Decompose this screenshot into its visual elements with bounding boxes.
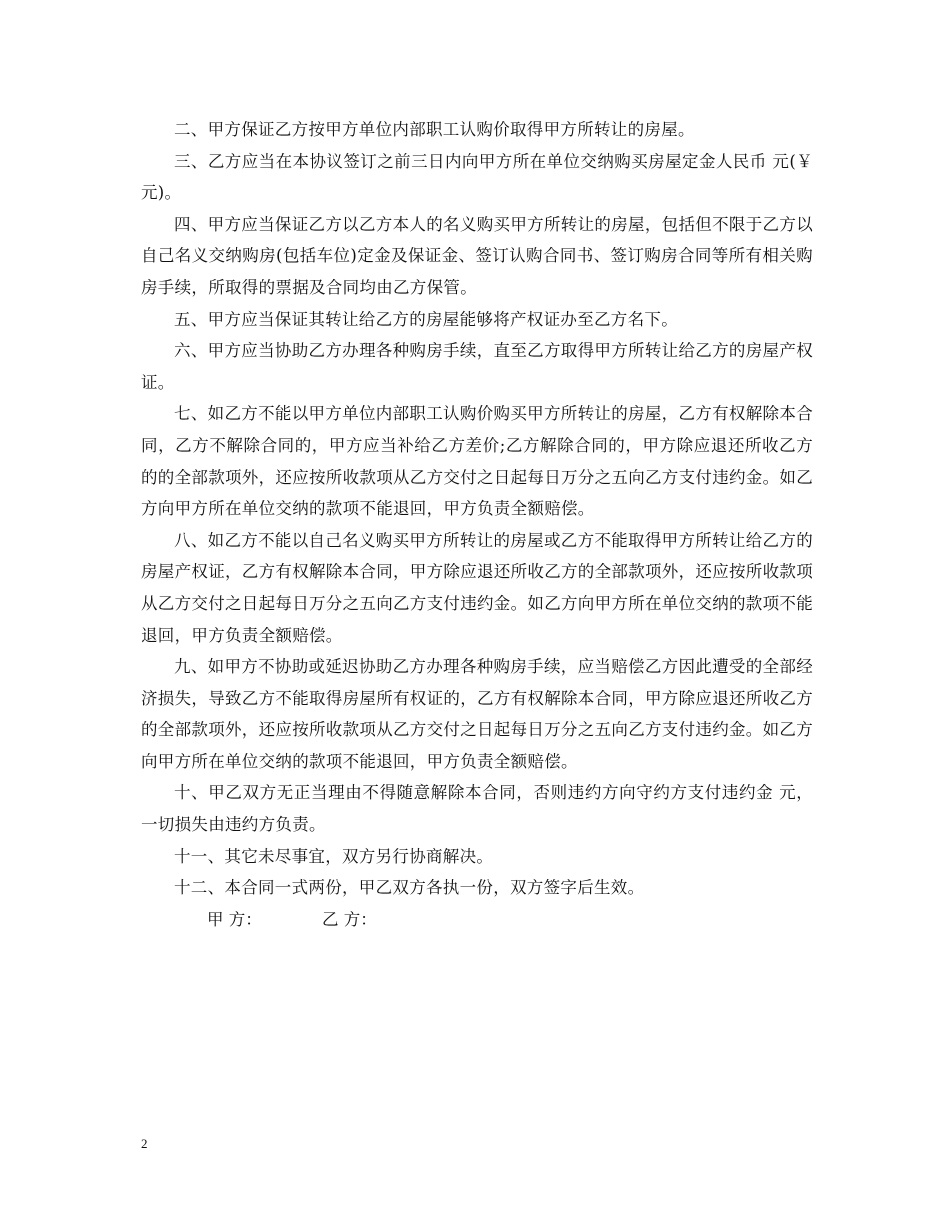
clause-7: 七、如乙方不能以甲方单位内部职工认购价购买甲方所转让的房屋，乙方有权解除本合同，乙方不解除合同的，甲方应当补给乙方差价;乙方解除合同的，甲方除应退还所收乙方的的全部款项外，还应按所收款项从乙方交付之日起每日万分之五向乙方支付违约金。如乙方向甲方所在单位交纳的款项不能退回，甲方负责全额赔偿。	[141, 404, 813, 519]
party-a-signature-label: 甲 方：	[207, 909, 262, 929]
clause-10: 十、甲乙双方无正当理由不得随意解除本合同，否则违约方向守约方支付违约金 元，一切损失由违约方负责。	[141, 783, 813, 835]
page-number: 2	[141, 1136, 148, 1151]
clause-3: 三、乙方应当在本协议签订之前三日内向甲方所在单位交纳购买房屋定金人民币 元(￥ 元)。	[141, 151, 813, 203]
clause-5: 五、甲方应当保证其转让给乙方的房屋能够将产权证办至乙方名下。	[174, 309, 678, 329]
party-b-signature-label: 乙 方：	[322, 909, 377, 929]
clause-8: 八、如乙方不能以自己名义购买甲方所转让的房屋或乙方不能取得甲方所转让给乙方的房屋产权证，乙方有权解除本合同，甲方除应退还所收乙方的全部款项外，还应按所收款项从乙方交付之日起每日万分之五向乙方支付违约金。如乙方向甲方所在单位交纳的款项不能退回，甲方负责全额赔偿。	[141, 530, 813, 645]
clause-12: 十二、本合同一式两份，甲乙双方各执一份，双方签字后生效。	[174, 878, 645, 898]
contract-body	[141, 114, 813, 935]
clause-4: 四、甲方应当保证乙方以乙方本人的名义购买甲方所转让的房屋，包括但不限于乙方以自己名义交纳购房(包括车位)定金及保证金、签订认购合同书、签订购房合同等所有相关购房手续，所取得的票据及合同均由乙方保管。	[141, 214, 813, 297]
clause-2: 二、甲方保证乙方按甲方单位内部职工认购价取得甲方所转让的房屋。	[174, 120, 695, 139]
clause-9: 九、如甲方不协助或延迟协助乙方办理各种购房手续，应当赔偿乙方因此遭受的全部经济损失，导致乙方不能取得房屋所有权证的，乙方有权解除本合同，甲方除应退还所收乙方的全部款项外，还应按所收款项从乙方交付之日起每日万分之五向乙方支付违约金。如乙方向甲方所在单位交纳的款项不能退回，甲方负责全额赔偿。	[141, 657, 813, 771]
clause-6: 六、甲方应当协助乙方办理各种购房手续，直至乙方取得甲方所转让给乙方的房屋产权证。	[141, 341, 813, 392]
clause-11: 十一、其它未尽事宜，双方另行协商解决。	[174, 846, 494, 866]
signature-line	[141, 904, 813, 936]
